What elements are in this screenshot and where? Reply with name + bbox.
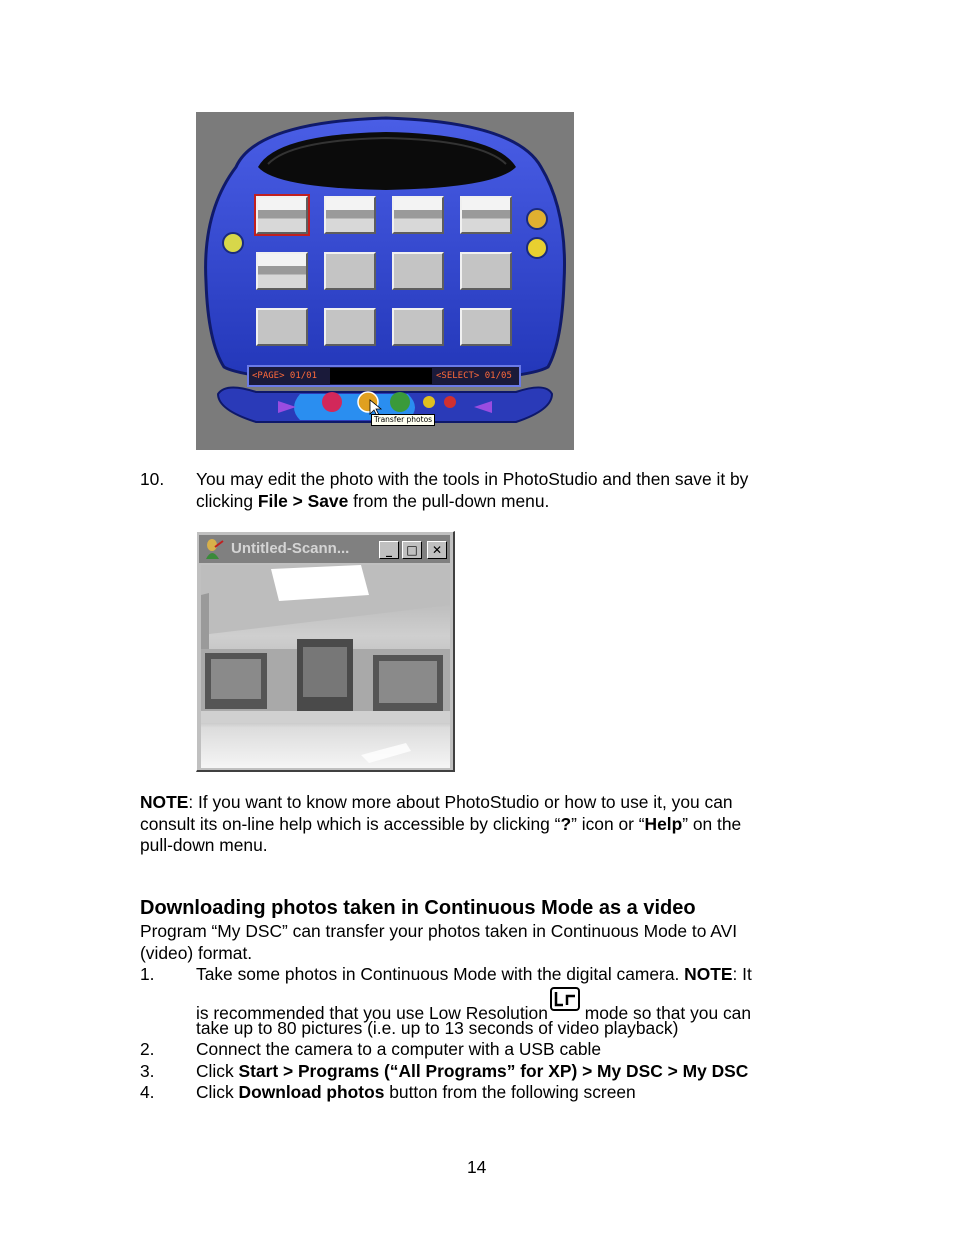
delete-orb-icon	[322, 392, 342, 412]
step-number: 4.	[140, 1082, 155, 1102]
thumbnail-empty	[256, 308, 308, 346]
help-orb-icon	[527, 209, 547, 229]
step-number: 1.	[140, 964, 155, 984]
thumbnail[interactable]	[324, 196, 376, 234]
thumbnail-empty	[324, 308, 376, 346]
window-title: Untitled-Scann...	[231, 540, 350, 557]
step-10-line2: clicking File > Save from the pull-down menu.	[196, 491, 550, 511]
back-orb-icon	[223, 233, 243, 253]
note-line2: consult its on-line help which is accessible by clicking “?” icon or “Help” on the	[140, 814, 742, 834]
thumbnail-empty	[460, 308, 512, 346]
step-1-line2: is recommended that you use Low Resolution mode so that you can	[196, 996, 751, 1025]
note-line3: pull-down menu.	[140, 835, 268, 855]
thumbnail[interactable]	[460, 196, 512, 234]
scan-window-screenshot	[196, 531, 455, 772]
step-number: 10.	[140, 469, 165, 489]
section-heading: Downloading photos taken in Continuous Mode as a video	[140, 897, 696, 919]
thumbnail-empty	[324, 252, 376, 290]
thumbnail[interactable]	[392, 196, 444, 234]
page-counter: <PAGE> 01/01	[252, 371, 318, 381]
transfer-tooltip: Transfer photos	[371, 414, 435, 426]
step-4-text: Click Download photos button from the following screen	[196, 1082, 636, 1102]
scanned-photo	[201, 565, 450, 768]
save-orb-icon	[390, 392, 410, 412]
page-number: 14	[467, 1157, 487, 1177]
step-number: 2.	[140, 1039, 155, 1059]
app-icon	[203, 537, 225, 561]
minimize-button[interactable]: _	[379, 541, 399, 559]
step-number: 3.	[140, 1061, 155, 1081]
thumbnail-empty	[460, 252, 512, 290]
maximize-button[interactable]: □	[402, 541, 422, 559]
close-orb-icon	[527, 238, 547, 258]
step-10-line1: You may edit the photo with the tools in PhotoStudio and then save it by	[196, 469, 749, 489]
window-titlebar	[199, 535, 450, 563]
step-1-line1: Take some photos in Continuous Mode with the digital camera. NOTE: It	[196, 964, 752, 984]
thumbnail[interactable]	[256, 252, 308, 290]
intro-line2: (video) format.	[140, 943, 253, 963]
low-resolution-icon	[550, 987, 580, 1011]
select-counter: <SELECT> 01/05	[436, 371, 512, 381]
step-1-line3: take up to 80 pictures (i.e. up to 13 seconds of video playback)	[196, 1018, 679, 1038]
camera-app-screenshot	[196, 112, 574, 450]
intro-line1: Program “My DSC” can transfer your photos taken in Continuous Mode to AVI	[140, 921, 738, 941]
thumbnail-empty	[392, 252, 444, 290]
note-line1: NOTE: If you want to know more about PhotoStudio or how to use it, you can	[140, 792, 733, 812]
close-button[interactable]: ✕	[427, 541, 447, 559]
thumbnail-empty	[392, 308, 444, 346]
step-2-text: Connect the camera to a computer with a USB cable	[196, 1039, 602, 1059]
thumbnail[interactable]	[256, 196, 308, 234]
step-3-text: Click Start > Programs (“All Programs” for XP) > My DSC > My DSC	[196, 1061, 749, 1081]
